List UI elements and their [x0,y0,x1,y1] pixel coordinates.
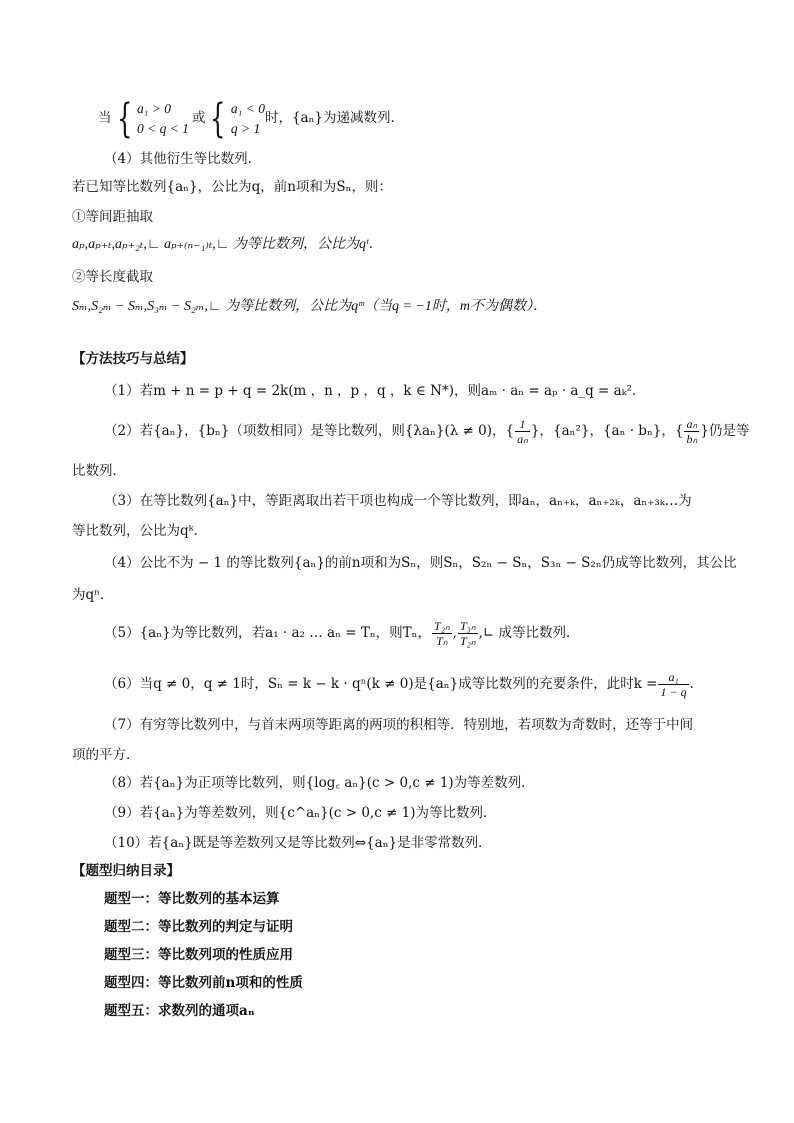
question-types-heading: 【题型归纳目录】 [72,863,180,879]
equal-interval-title: ①等间距抽取 [72,209,153,225]
fraction-t2n-tn [432,619,452,648]
item-5-text-a: （5）{aₙ}为等比数列，若a₁ · a₂ … aₙ = Tₙ，则Tₙ， [104,625,432,641]
question-type-3: 题型三：等比数列项的性质应用 [104,947,293,963]
equal-interval-formula: aₚ,aₚ₊ₜ,aₚ₊₂ₜ,∟ aₚ₊₍ₙ₋₁₎ₜ,∟ 为等比数列，公比为qᵗ． [72,237,383,252]
item-5-text-b: ,∟ 成等比数列． [478,625,580,641]
summary-item-8: （8）若{aₙ}为正项等比数列，则{log꜀ aₙ}(c > 0,c ≠ 1)为等差数列． [104,775,535,791]
question-type-2: 题型二：等比数列的判定与证明 [104,919,293,935]
methods-summary-heading: 【方法技巧与总结】 [72,351,194,367]
decreasing-condition-line [98,95,405,142]
item-6-text-a: （6）当q ≠ 0，q ≠ 1时，Sₙ = k − k · qⁿ(k ≠ 0)是{aₙ}成等比数列的充要条件，此时k = [104,676,658,692]
item-2-text-c: }仍是等 [700,423,750,439]
summary-item-10: （10）若{aₙ}既是等差数列又是等比数列⇔{aₙ}是非零常数列． [104,835,492,851]
question-type-1: 题型一：等比数列的基本运算 [104,891,280,907]
summary-item-7-cont: 项的平方． [72,747,140,763]
fraction-t3n-t2n [458,619,478,648]
text-when: 当 [98,110,112,126]
equal-length-formula: Sₘ,S₂ₘ − Sₘ,S₃ₘ − S₂ₘ,∟ 为等比数列，公比为qᵐ（当q = −1时，m不为偶数）． [72,299,547,314]
frac-den: 1 − q [660,685,687,699]
summary-item-3-cont: 等比数列，公比为qᵏ． [72,523,208,539]
condition-system-2 [231,99,265,139]
summary-item-9: （9）若{aₙ}为等差数列，则{c^aₙ}(c > 0,c ≠ 1)为等比数列． [104,805,497,821]
summary-item-4: （4）公比不为 − 1 的等比数列{aₙ}的前n项和为Sₙ，则Sₙ，S₂ₙ − Sₙ，S₃ₙ − S₂ₙ仍成等比数列，其公比 [104,555,737,571]
condition-system-1 [137,99,189,139]
summary-item-6 [104,666,703,702]
question-type-4: 题型四：等比数列前n项和的性质 [104,975,303,991]
question-type-5: 题型五：求数列的通项aₙ [104,1003,255,1019]
fraction-reciprocal [515,417,530,446]
fraction-k [658,670,688,699]
fraction-ratio [684,417,699,446]
frac-den: T₂ₙ [459,634,476,648]
frac-num: aₙ [686,417,698,431]
condition-1a: a₁ > 0 [136,100,172,116]
item-6-text-b: ． [689,676,704,692]
summary-item-2-cont: 比数列． [72,463,126,479]
condition-2a: a₁ < 0 [230,100,265,116]
frac-num: a₁ [658,670,688,685]
summary-item-4-cont: 为qⁿ． [72,587,114,603]
given-sequence-line: 若已知等比数列{aₙ}，公比为q，前n项和为Sₙ，则： [72,179,392,195]
left-brace: { [116,95,132,142]
frac-den: bₙ [686,432,698,446]
section-4-title: （4）其他衍生等比数列． [104,151,262,167]
frac-den: Tₙ [436,634,448,648]
frac-den: aₙ [517,432,528,446]
frac-num: 1 [515,417,530,432]
text-or: 或 [191,110,206,126]
summary-item-1: （1）若m + n = p + q = 2k(m ，n ，p ，q ，k ∈ N*)，则aₘ · aₙ = aₚ · a_q = aₖ²． [104,383,646,399]
left-brace: { [210,95,226,142]
condition-1b: 0 < q < 1 [136,120,189,136]
summary-item-2 [104,414,749,448]
item-2-text-a: （2）若{aₙ}，{bₙ}（项数相同）是等比数列，则{λaₙ}(λ ≠ 0)，{ [104,423,515,439]
summary-item-7: （7）有穷等比数列中，与首末两项等距离的两项的积相等．特别地，若项数为奇数时，还等于中间 [104,717,694,733]
frac-num: T₂ₙ [434,619,450,633]
summary-item-3: （3）在等比数列{aₙ}中，等距离取出若干项也构成一个等比数列，即aₙ，aₙ₊ₖ，aₙ₊₂ₖ，aₙ₊₃ₖ…为 [104,493,692,509]
summary-item-5: （5）{aₙ}为等比数列，若a₁ · a₂ … aₙ = Tₙ，则Tₙ， $\frac{\text{T₂ₙ}}{\text{Tₙ}}$ , $\frac{\text{T₃ₙ}}{\text{T₂ₙ}}$ ,∟ 成等比数列． [104,619,580,648]
frac-num: T₃ₙ [459,619,476,633]
equal-length-title: ②等长度截取 [72,269,153,285]
condition-2b: q > 1 [230,120,261,136]
text-decreasing: 时，{aₙ}为递减数列． [264,110,405,126]
item-2-text-b: }，{aₙ²}，{aₙ · bₙ}，{ [530,423,684,439]
